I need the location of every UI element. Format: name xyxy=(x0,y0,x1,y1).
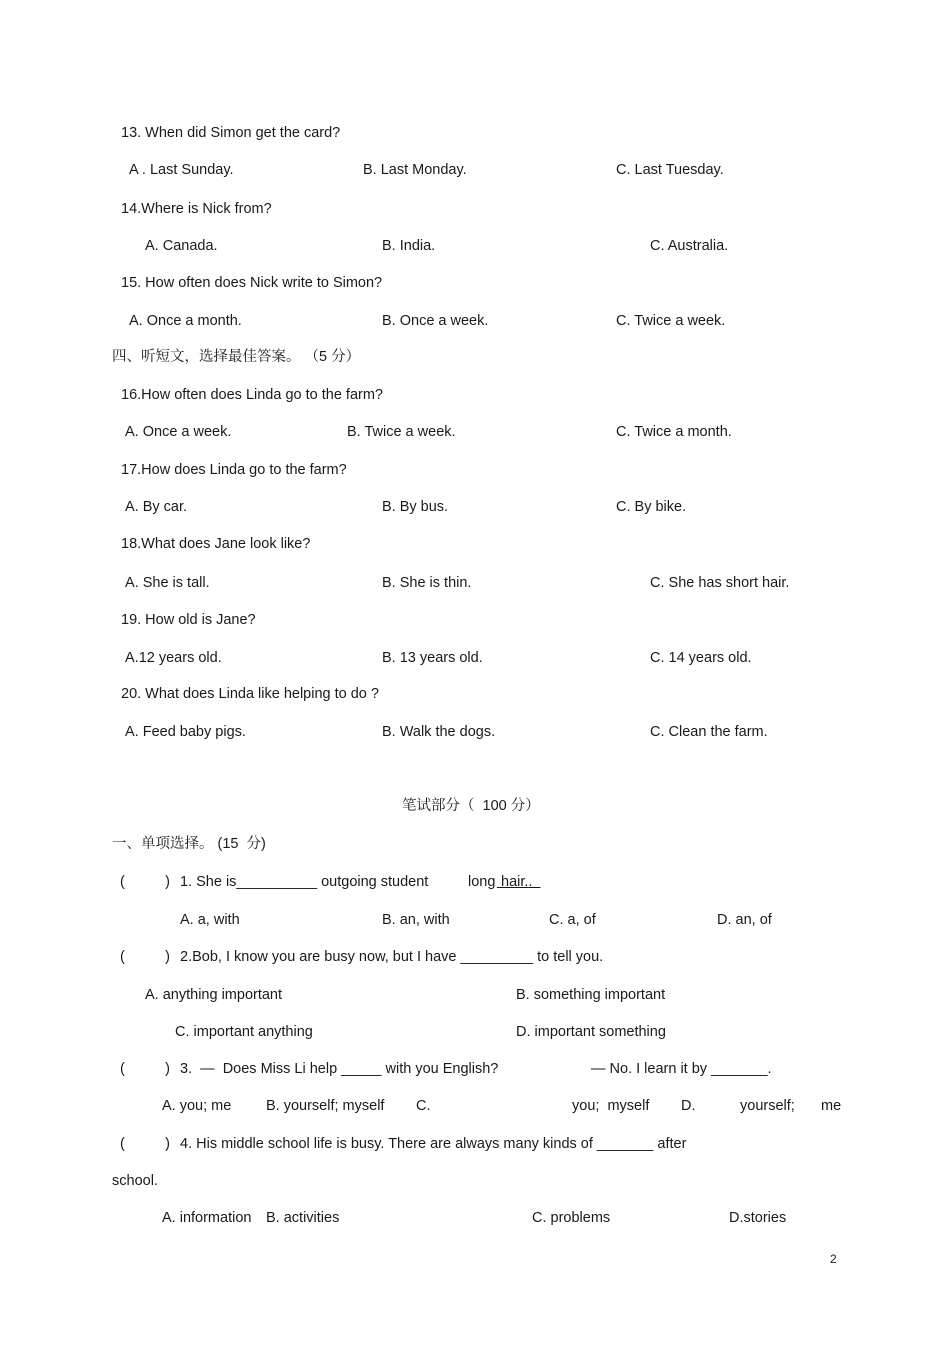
question-17-option-c: C. By bike. xyxy=(616,499,687,515)
question-3-stem-reply: — No. I learn it by _______. xyxy=(591,1061,772,1077)
question-3-option-a: A. you; me xyxy=(162,1098,232,1114)
question-13-option-b: B. Last Monday. xyxy=(363,162,467,178)
question-15-option-a: A. Once a month. xyxy=(129,313,242,329)
question-19-option-b: B. 13 years old. xyxy=(382,650,483,666)
question-4-option-c: C. problems xyxy=(532,1210,611,1226)
question-1-option-b: B. an, with xyxy=(382,912,450,928)
written-part-title: 笔试部分（ 100 分） xyxy=(402,798,540,814)
section-1-heading: 一、单项选择。 (15 分) xyxy=(112,836,266,852)
question-4-option-b: B. activities xyxy=(266,1210,340,1226)
question-18-option-a: A. She is tall. xyxy=(125,575,210,591)
question-17-option-a: A. By car. xyxy=(125,499,188,515)
question-3-stem: 3. — Does Miss Li help _____ with you English? xyxy=(180,1061,499,1077)
question-16-option-c: C. Twice a month. xyxy=(616,424,732,440)
question-2-option-d: D. important something xyxy=(516,1024,666,1040)
question-13-option-a: A . Last Sunday. xyxy=(129,162,234,178)
question-3-option-c-value: you; myself xyxy=(572,1098,650,1114)
question-4-answer-bracket: ( ) xyxy=(120,1136,170,1152)
question-15-option-b: B. Once a week. xyxy=(382,313,489,329)
question-19-option-a: A.12 years old. xyxy=(125,650,222,666)
question-4-stem-continued: school. xyxy=(112,1173,158,1189)
question-19-stem: 19. How old is Jane? xyxy=(121,612,256,628)
question-13-stem: 13. When did Simon get the card? xyxy=(121,125,341,141)
question-16-stem: 16.How often does Linda go to the farm? xyxy=(121,387,383,403)
question-1-stem-long: long xyxy=(468,874,496,890)
page-number: 2 xyxy=(830,1252,837,1266)
question-1-option-c: C. a, of xyxy=(549,912,596,928)
question-19-option-c: C. 14 years old. xyxy=(650,650,752,666)
question-18-stem: 18.What does Jane look like? xyxy=(121,536,311,552)
question-14-option-b: B. India. xyxy=(382,238,436,254)
question-15-stem: 15. How often does Nick write to Simon? xyxy=(121,275,383,291)
question-20-option-c: C. Clean the farm. xyxy=(650,724,768,740)
question-18-option-b: B. She is thin. xyxy=(382,575,472,591)
question-13-option-c: C. Last Tuesday. xyxy=(616,162,724,178)
question-1-option-a: A. a, with xyxy=(180,912,240,928)
question-17-stem: 17.How does Linda go to the farm? xyxy=(121,462,347,478)
question-16-option-a: A. Once a week. xyxy=(125,424,232,440)
question-2-option-c: C. important anything xyxy=(175,1024,313,1040)
question-3-option-c-label: C. xyxy=(416,1098,431,1114)
question-20-stem: 20. What does Linda like helping to do ? xyxy=(121,686,379,702)
question-2-option-a: A. anything important xyxy=(145,987,283,1003)
question-18-option-c: C. She has short hair. xyxy=(650,575,790,591)
question-4-option-d: D.stories xyxy=(729,1210,787,1226)
question-1-stem-hair: hair.. xyxy=(497,874,541,890)
question-17-option-b: B. By bus. xyxy=(382,499,449,515)
question-20-option-a: A. Feed baby pigs. xyxy=(125,724,246,740)
question-4-option-a: A. information xyxy=(162,1210,252,1226)
question-14-option-c: C. Australia. xyxy=(650,238,729,254)
question-16-option-b: B. Twice a week. xyxy=(347,424,456,440)
question-3-option-d-label: D. xyxy=(681,1098,696,1114)
question-15-option-c: C. Twice a week. xyxy=(616,313,726,329)
question-3-option-d-value-2: me xyxy=(821,1098,842,1114)
question-14-option-a: A. Canada. xyxy=(145,238,218,254)
question-2-answer-bracket: ( ) xyxy=(120,949,170,965)
question-14-stem: 14.Where is Nick from? xyxy=(121,201,272,217)
question-20-option-b: B. Walk the dogs. xyxy=(382,724,496,740)
question-1-answer-bracket: ( ) xyxy=(120,874,170,890)
question-2-stem: 2.Bob, I know you are busy now, but I have _________ to tell you. xyxy=(180,949,604,965)
question-1-stem: 1. She is__________ outgoing student xyxy=(180,874,429,890)
section-4-heading: 四、听短文，选择最佳答案。 （5 分） xyxy=(112,349,361,365)
question-2-option-b: B. something important xyxy=(516,987,666,1003)
question-3-answer-bracket: ( ) xyxy=(120,1061,170,1077)
question-1-option-d: D. an, of xyxy=(717,912,772,928)
question-3-option-b: B. yourself; myself xyxy=(266,1098,385,1114)
question-3-option-d-value: yourself; xyxy=(740,1098,795,1114)
question-4-stem: 4. His middle school life is busy. There are always many kinds of _______ after xyxy=(180,1136,687,1152)
